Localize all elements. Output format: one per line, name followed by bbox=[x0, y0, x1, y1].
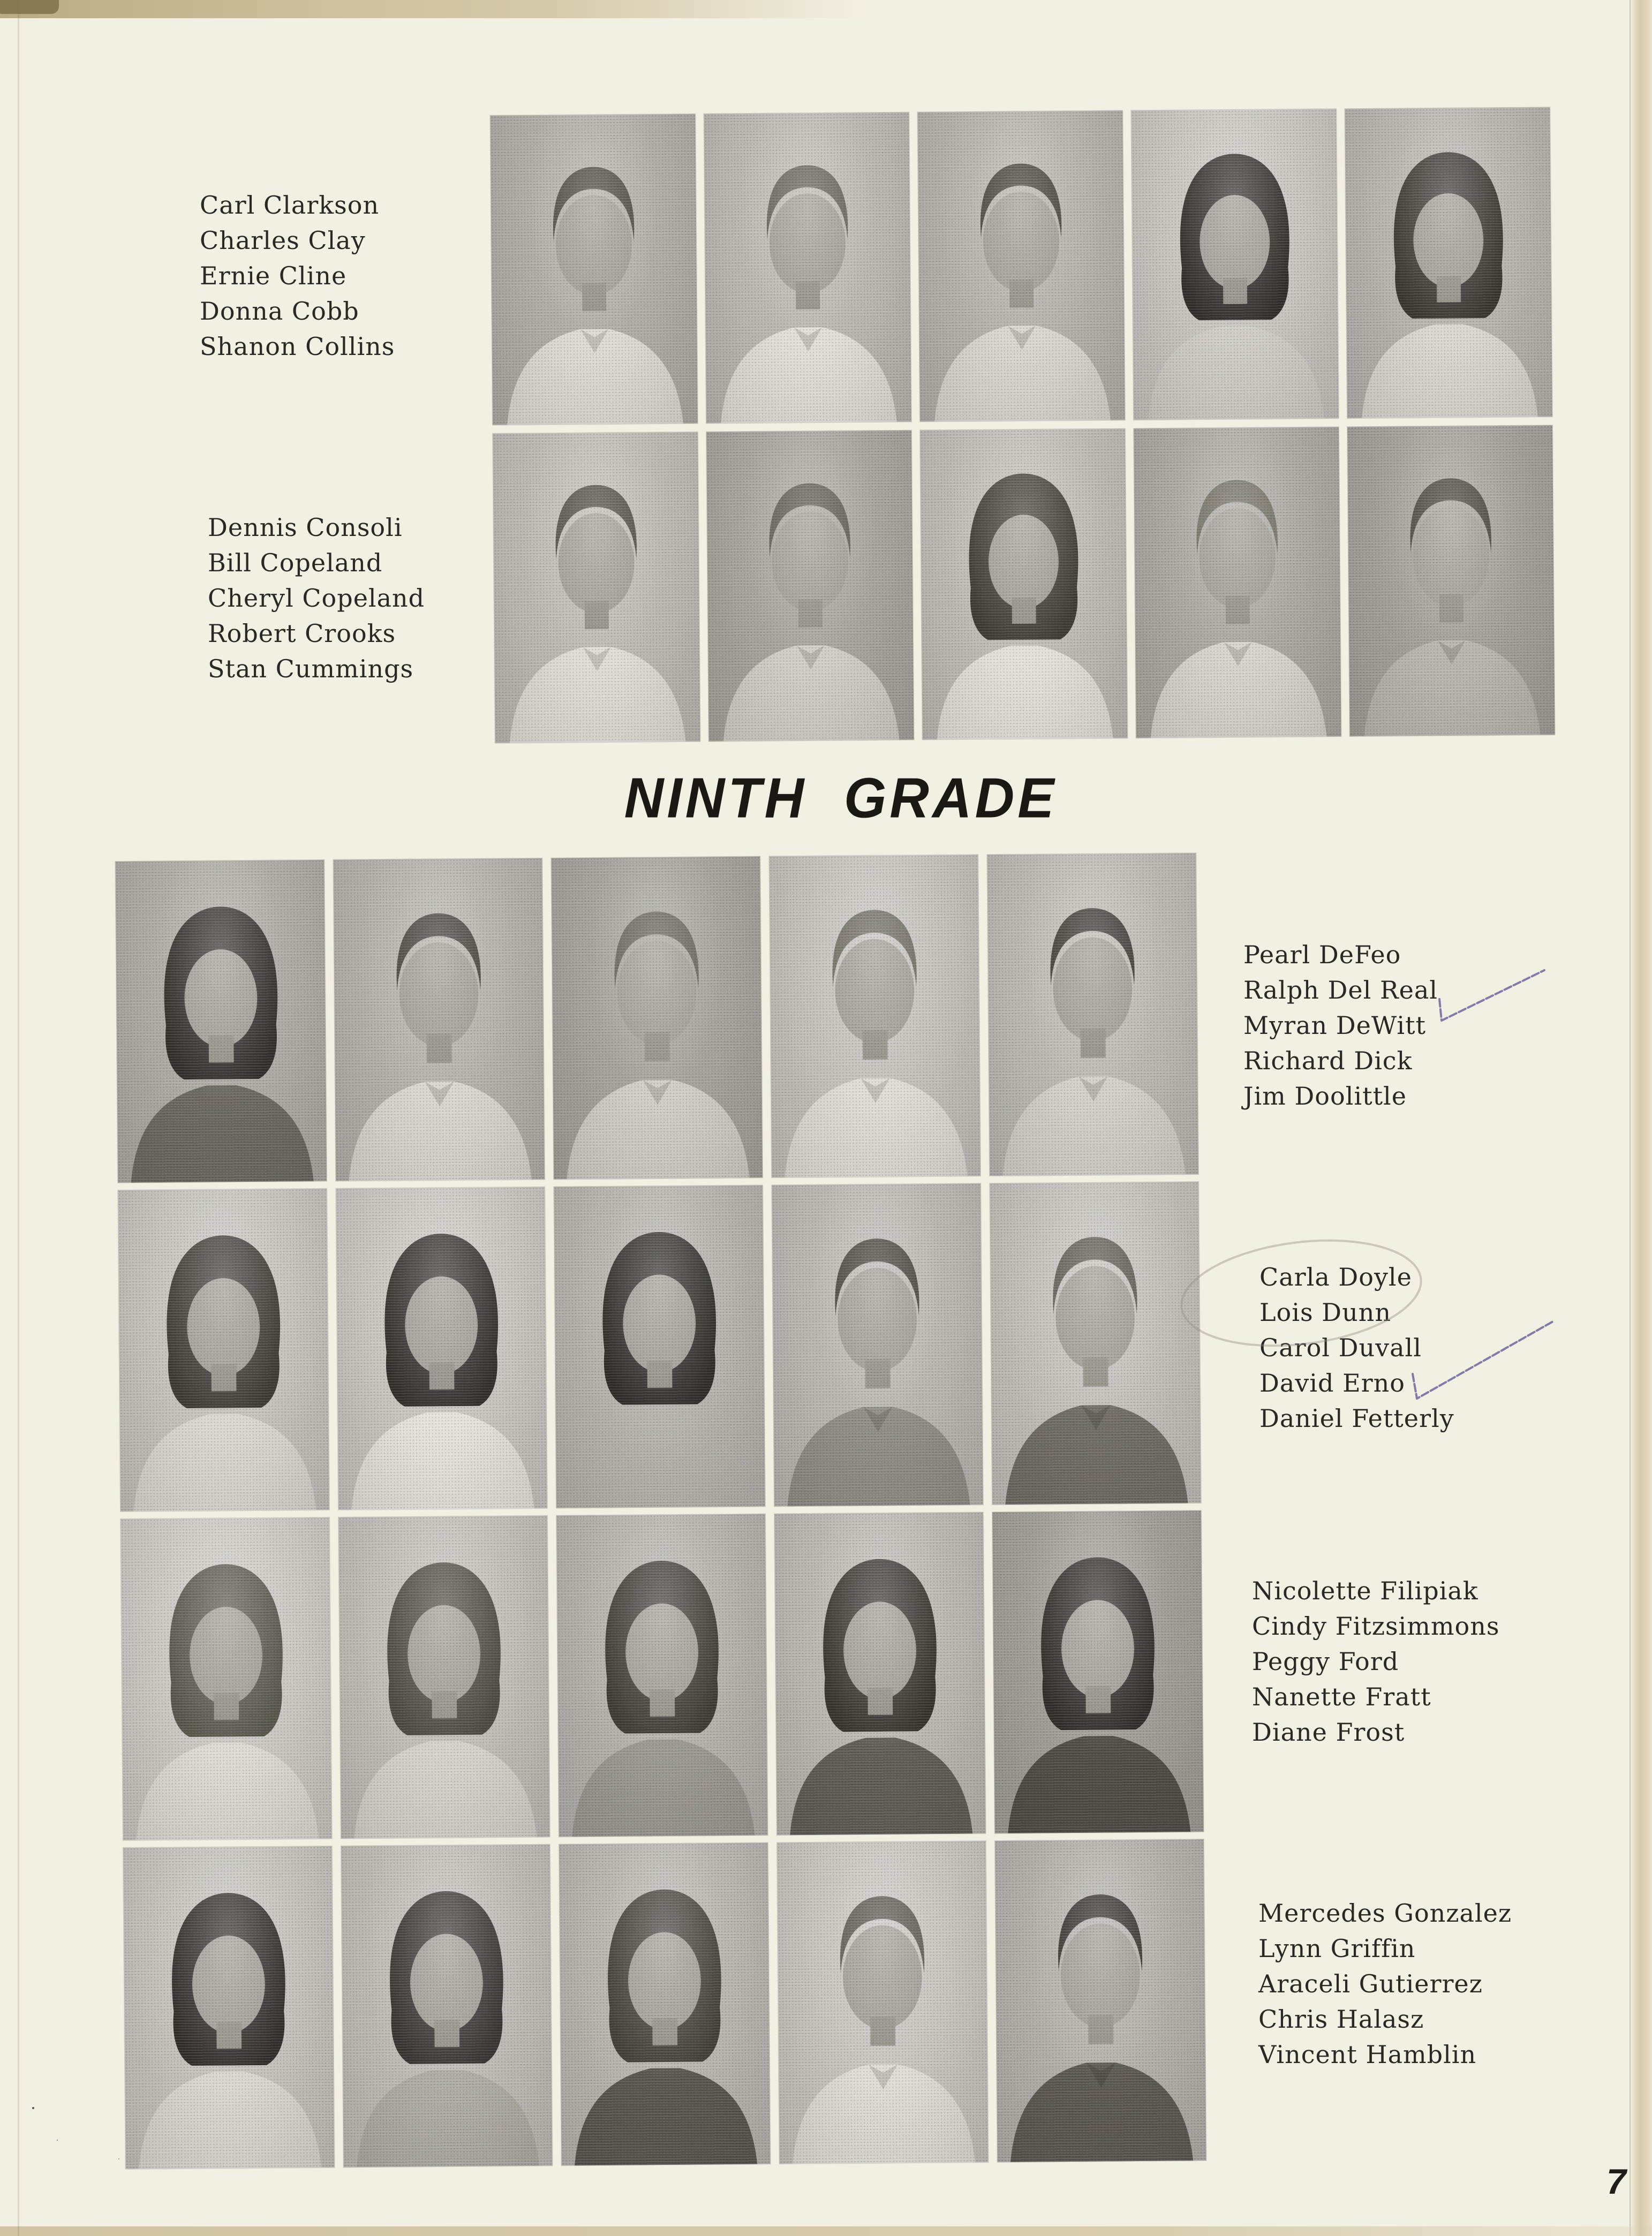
student-name: Cheryl Copeland bbox=[208, 584, 425, 613]
student-portrait-photo bbox=[120, 1517, 332, 1840]
female-student-silhouette-icon bbox=[341, 1855, 553, 2167]
student-portrait-photo bbox=[777, 1841, 989, 2164]
page-title: NINTH GRADE bbox=[624, 766, 1058, 830]
student-portrait-photo bbox=[123, 1846, 335, 2169]
student-portrait-photo bbox=[920, 428, 1128, 739]
student-portrait-photo bbox=[551, 857, 763, 1180]
student-portrait-photo bbox=[987, 853, 1198, 1176]
student-name: Charles Clay bbox=[200, 226, 366, 255]
student-portrait-photo bbox=[1131, 109, 1339, 420]
female-student-silhouette-icon bbox=[1131, 119, 1339, 420]
student-portrait-photo bbox=[990, 1182, 1201, 1505]
page-edge-right bbox=[1630, 0, 1652, 2236]
male-student-silhouette-icon bbox=[704, 123, 911, 424]
student-name: Carol Duvall bbox=[1259, 1333, 1422, 1362]
student-name: Nanette Fratt bbox=[1252, 1682, 1431, 1711]
page-edge-bottom bbox=[0, 2226, 1652, 2236]
student-name: Richard Dick bbox=[1243, 1046, 1413, 1075]
student-name: Myran DeWitt bbox=[1243, 1011, 1427, 1040]
student-portrait-photo bbox=[995, 1839, 1206, 2162]
student-name: Pearl DeFeo bbox=[1243, 940, 1401, 969]
male-student-silhouette-icon bbox=[1347, 436, 1555, 737]
student-name: Ralph Del Real bbox=[1243, 976, 1438, 1004]
student-portrait-photo bbox=[917, 111, 1125, 422]
student-name: Peggy Ford bbox=[1252, 1647, 1399, 1676]
student-portrait-photo bbox=[490, 114, 698, 425]
male-student-silhouette-icon bbox=[706, 441, 914, 742]
male-student-silhouette-icon bbox=[987, 864, 1199, 1176]
student-portrait-photo bbox=[556, 1514, 768, 1837]
student-name: Daniel Fetterly bbox=[1259, 1404, 1454, 1433]
student-portrait-photo bbox=[1134, 427, 1341, 738]
student-name: Bill Copeland bbox=[208, 548, 383, 577]
male-student-silhouette-icon bbox=[770, 865, 981, 1177]
male-student-silhouette-icon bbox=[334, 869, 545, 1181]
pen-checkmark-icon bbox=[1439, 970, 1544, 1021]
student-name: Cindy Fitzsimmons bbox=[1252, 1612, 1500, 1641]
female-student-silhouette-icon bbox=[774, 1523, 986, 1835]
student-name: Chris Halasz bbox=[1258, 2005, 1424, 2034]
student-name: Carla Doyle bbox=[1259, 1263, 1412, 1291]
student-name: Donna Cobb bbox=[200, 297, 359, 326]
female-student-silhouette-icon bbox=[120, 1528, 332, 1840]
female-student-silhouette-icon bbox=[992, 1521, 1204, 1833]
student-name: Ernie Cline bbox=[200, 261, 347, 290]
photo-grid-bottom bbox=[115, 853, 1206, 2169]
student-name: David Erno bbox=[1259, 1369, 1405, 1398]
student-name: Diane Frost bbox=[1252, 1718, 1405, 1747]
student-name: Robert Crooks bbox=[208, 619, 396, 648]
page-number: 7 bbox=[1606, 2162, 1626, 2201]
female-student-silhouette-icon bbox=[338, 1527, 550, 1839]
name-list-gonzalez-hamblin bbox=[1258, 1895, 1512, 2072]
female-student-silhouette-icon bbox=[123, 1857, 335, 2169]
name-list-consoli-cummings bbox=[208, 510, 425, 686]
male-student-silhouette-icon bbox=[995, 1850, 1206, 2162]
female-student-silhouette-icon bbox=[116, 871, 327, 1183]
student-name: Mercedes Gonzalez bbox=[1258, 1899, 1512, 1928]
student-portrait-photo bbox=[772, 1183, 983, 1506]
student-portrait-photo bbox=[1347, 425, 1555, 736]
student-name: Dennis Consoli bbox=[208, 513, 403, 542]
student-portrait-photo bbox=[559, 1842, 771, 2165]
male-student-silhouette-icon bbox=[1134, 437, 1341, 738]
page-speckles bbox=[32, 2107, 34, 2109]
female-student-silhouette-icon bbox=[920, 439, 1127, 740]
male-student-silhouette-icon bbox=[990, 1192, 1201, 1505]
student-portrait-photo bbox=[115, 860, 327, 1183]
female-student-silhouette-icon bbox=[559, 1853, 771, 2165]
page-crease-line bbox=[18, 0, 19, 2236]
student-name: Lynn Griffin bbox=[1258, 1934, 1416, 1963]
student-portrait-photo bbox=[706, 430, 914, 742]
student-portrait-photo bbox=[1345, 107, 1552, 418]
student-portrait-photo bbox=[333, 858, 545, 1181]
student-name: Araceli Gutierrez bbox=[1258, 1969, 1483, 1998]
female-student-silhouette-icon bbox=[1345, 118, 1552, 419]
male-student-silhouette-icon bbox=[493, 442, 700, 743]
student-name: Jim Doolittle bbox=[1243, 1082, 1407, 1111]
student-name: Nicolette Filipiak bbox=[1252, 1576, 1478, 1605]
student-name: Carl Clarkson bbox=[200, 191, 380, 220]
male-student-silhouette-icon bbox=[772, 1194, 983, 1506]
student-portrait-photo bbox=[493, 432, 700, 743]
student-portrait-photo bbox=[336, 1187, 547, 1510]
name-list-doyle-fetterly bbox=[1259, 1259, 1454, 1436]
student-portrait-photo bbox=[704, 112, 911, 424]
student-name: Stan Cummings bbox=[208, 654, 414, 683]
name-list-defeo-doolittle bbox=[1243, 937, 1438, 1114]
student-name: Vincent Hamblin bbox=[1258, 2040, 1477, 2069]
female-student-silhouette-icon bbox=[118, 1199, 329, 1512]
student-portrait-photo bbox=[341, 1845, 553, 2167]
name-list-clarkson-collins bbox=[200, 187, 395, 364]
student-name: Lois Dunn bbox=[1259, 1298, 1391, 1327]
page-corner-smudge bbox=[0, 0, 59, 14]
student-portrait-photo bbox=[554, 1185, 765, 1508]
student-portrait-photo bbox=[118, 1189, 329, 1512]
student-portrait-photo bbox=[992, 1510, 1204, 1833]
student-portrait-photo bbox=[338, 1516, 550, 1839]
male-student-silhouette-icon bbox=[918, 121, 1125, 422]
female-student-silhouette-icon bbox=[554, 1196, 765, 1508]
male-student-silhouette-icon bbox=[491, 124, 698, 425]
female-student-silhouette-icon bbox=[336, 1198, 547, 1510]
name-list-filipiak-frost bbox=[1252, 1573, 1499, 1750]
male-student-silhouette-icon bbox=[552, 867, 763, 1180]
student-name: Shanon Collins bbox=[200, 332, 395, 361]
student-portrait-photo bbox=[769, 855, 980, 1177]
page-edge-top bbox=[0, 0, 937, 18]
photo-grid-top bbox=[490, 107, 1555, 743]
female-student-silhouette-icon bbox=[556, 1524, 768, 1837]
student-portrait-photo bbox=[774, 1512, 986, 1835]
male-student-silhouette-icon bbox=[777, 1852, 989, 2164]
